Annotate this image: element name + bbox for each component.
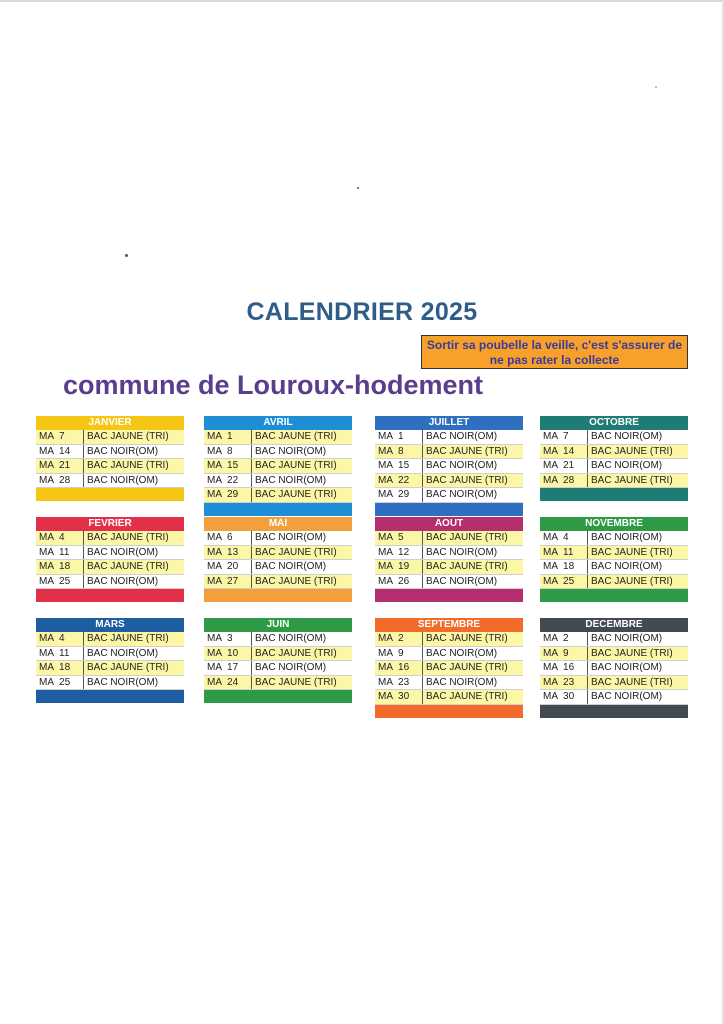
- collection-bin: BAC JAUNE (TRI): [255, 546, 337, 558]
- collection-date: MA 14: [540, 445, 588, 459]
- collection-row: [204, 575, 352, 590]
- collection-date: MA 25: [540, 575, 588, 589]
- collection-date: MA 27: [204, 575, 252, 589]
- collection-bin: BAC NOIR(OM): [87, 575, 159, 587]
- collection-row: [204, 488, 352, 503]
- month-block-septembre: [375, 618, 523, 718]
- collection-date: MA 4: [36, 531, 84, 545]
- collection-row: [375, 632, 523, 647]
- collection-row: [204, 430, 352, 445]
- scan-speck: [357, 187, 359, 189]
- notice-box: Sortir sa poubelle la veille, c'est s'assurer de ne pas rater la collecte: [421, 335, 688, 369]
- collection-row: [36, 430, 184, 445]
- collection-bin: BAC JAUNE (TRI): [591, 546, 673, 558]
- month-footer-bar: [540, 488, 688, 501]
- collection-row: [204, 474, 352, 489]
- collection-bin: BAC NOIR(OM): [87, 445, 159, 457]
- collection-row: [36, 632, 184, 647]
- commune-name: commune de Louroux-hodement: [63, 370, 484, 400]
- collection-row: [375, 445, 523, 460]
- collection-date: MA 7: [36, 430, 84, 444]
- collection-bin: BAC JAUNE (TRI): [591, 676, 673, 688]
- month-footer-bar: [36, 589, 184, 602]
- collection-date: MA 4: [540, 531, 588, 545]
- collection-date: MA 11: [36, 647, 84, 661]
- collection-date: MA 1: [204, 430, 252, 444]
- collection-row: [540, 575, 688, 590]
- collection-row: [540, 531, 688, 546]
- collection-date: MA 6: [204, 531, 252, 545]
- collection-bin: BAC NOIR(OM): [591, 460, 663, 471]
- month-block-mars: [36, 618, 184, 703]
- scan-speck: [655, 86, 657, 88]
- collection-bin: BAC NOIR(OM): [591, 633, 663, 644]
- collection-date: MA 5: [375, 531, 423, 545]
- collection-date: MA 23: [540, 676, 588, 690]
- collection-bin: BAC JAUNE (TRI): [255, 431, 337, 442]
- collection-row: [204, 459, 352, 474]
- collection-date: MA 17: [204, 661, 252, 675]
- month-header: AVRIL: [204, 416, 352, 430]
- collection-row: [375, 546, 523, 561]
- collection-row: [36, 676, 184, 691]
- collection-row: [375, 474, 523, 489]
- month-footer-bar: [540, 705, 688, 718]
- collection-date: MA 18: [36, 560, 84, 574]
- collection-date: MA 10: [204, 647, 252, 661]
- collection-row: [540, 661, 688, 676]
- collection-bin: BAC NOIR(OM): [255, 561, 327, 572]
- collection-bin: BAC JAUNE (TRI): [255, 489, 337, 500]
- month-block-mai: [204, 517, 352, 602]
- month-header: JUIN: [204, 618, 352, 632]
- collection-date: MA 8: [375, 445, 423, 459]
- month-block-juillet: [375, 416, 523, 516]
- collection-row: [204, 560, 352, 575]
- collection-date: MA 15: [375, 459, 423, 473]
- collection-date: MA 16: [375, 661, 423, 675]
- collection-date: MA 29: [375, 488, 423, 502]
- month-footer-bar: [375, 589, 523, 602]
- collection-row: [36, 445, 184, 460]
- month-block-avril: [204, 416, 352, 516]
- collection-bin: BAC NOIR(OM): [87, 474, 159, 486]
- month-header: NOVEMBRE: [540, 517, 688, 531]
- collection-row: [204, 647, 352, 662]
- month-header: JUILLET: [375, 416, 523, 430]
- month-header: MAI: [204, 517, 352, 531]
- collection-row: [36, 459, 184, 474]
- collection-date: MA 25: [36, 676, 84, 690]
- month-block-decembre: [540, 618, 688, 718]
- month-header: OCTOBRE: [540, 416, 688, 430]
- collection-row: [540, 546, 688, 561]
- collection-row: [540, 647, 688, 662]
- collection-bin: BAC NOIR(OM): [426, 546, 498, 558]
- collection-bin: BAC JAUNE (TRI): [426, 474, 508, 486]
- collection-date: MA 29: [204, 488, 252, 502]
- collection-bin: BAC NOIR(OM): [255, 633, 327, 644]
- collection-bin: BAC JAUNE (TRI): [426, 561, 508, 572]
- collection-date: MA 25: [36, 575, 84, 589]
- collection-date: MA 19: [375, 560, 423, 574]
- collection-bin: BAC NOIR(OM): [591, 662, 663, 673]
- month-block-octobre: [540, 416, 688, 501]
- collection-row: [540, 560, 688, 575]
- collection-date: MA 18: [540, 560, 588, 574]
- collection-date: MA 11: [36, 546, 84, 560]
- collection-row: [204, 676, 352, 691]
- collection-row: [540, 632, 688, 647]
- collection-bin: BAC JAUNE (TRI): [426, 445, 508, 457]
- collection-date: MA 21: [36, 459, 84, 473]
- month-footer-bar: [204, 589, 352, 602]
- collection-bin: BAC JAUNE (TRI): [255, 460, 337, 471]
- collection-bin: BAC JAUNE (TRI): [591, 647, 673, 659]
- collection-row: [36, 661, 184, 676]
- collection-date: MA 1: [375, 430, 423, 444]
- collection-bin: BAC NOIR(OM): [426, 460, 498, 471]
- month-footer-bar: [540, 589, 688, 602]
- collection-date: MA 12: [375, 546, 423, 560]
- collection-date: MA 14: [36, 445, 84, 459]
- collection-date: MA 11: [540, 546, 588, 560]
- collection-bin: BAC JAUNE (TRI): [87, 662, 169, 673]
- collection-row: [204, 661, 352, 676]
- month-block-aout: [375, 517, 523, 602]
- collection-date: MA 13: [204, 546, 252, 560]
- collection-row: [204, 445, 352, 460]
- collection-row: [375, 690, 523, 705]
- collection-date: MA 24: [204, 676, 252, 690]
- collection-row: [375, 676, 523, 691]
- collection-row: [540, 445, 688, 460]
- collection-bin: BAC JAUNE (TRI): [255, 647, 337, 659]
- month-footer-bar: [204, 690, 352, 703]
- collection-bin: BAC NOIR(OM): [591, 691, 663, 702]
- collection-bin: BAC NOIR(OM): [255, 532, 327, 543]
- collection-bin: BAC JAUNE (TRI): [87, 460, 169, 471]
- collection-row: [540, 459, 688, 474]
- month-header: MARS: [36, 618, 184, 632]
- collection-row: [375, 575, 523, 590]
- collection-row: [36, 546, 184, 561]
- collection-bin: BAC JAUNE (TRI): [87, 532, 169, 543]
- month-header: DECEMBRE: [540, 618, 688, 632]
- collection-date: MA 15: [204, 459, 252, 473]
- collection-bin: BAC JAUNE (TRI): [591, 575, 673, 587]
- collection-row: [36, 647, 184, 662]
- collection-row: [36, 531, 184, 546]
- collection-row: [375, 531, 523, 546]
- collection-date: MA 3: [204, 632, 252, 646]
- collection-date: MA 9: [540, 647, 588, 661]
- page-title: CALENDRIER 2025: [246, 298, 478, 326]
- collection-bin: BAC NOIR(OM): [87, 676, 159, 688]
- collection-date: MA 21: [540, 459, 588, 473]
- collection-row: [540, 676, 688, 691]
- collection-row: [204, 531, 352, 546]
- collection-bin: BAC JAUNE (TRI): [87, 633, 169, 644]
- month-footer-bar: [375, 705, 523, 718]
- month-footer-bar: [204, 503, 352, 516]
- collection-date: MA 30: [375, 690, 423, 704]
- month-header: AOUT: [375, 517, 523, 531]
- collection-bin: BAC NOIR(OM): [426, 575, 498, 587]
- collection-bin: BAC JAUNE (TRI): [426, 691, 508, 702]
- collection-bin: BAC NOIR(OM): [591, 561, 663, 572]
- collection-bin: BAC NOIR(OM): [255, 474, 327, 486]
- collection-row: [375, 488, 523, 503]
- collection-date: MA 28: [540, 474, 588, 488]
- collection-date: MA 9: [375, 647, 423, 661]
- scan-top-edge: [0, 0, 724, 2]
- collection-row: [204, 546, 352, 561]
- collection-bin: BAC NOIR(OM): [426, 489, 498, 500]
- collection-bin: BAC NOIR(OM): [591, 532, 663, 543]
- collection-date: MA 20: [204, 560, 252, 574]
- collection-bin: BAC JAUNE (TRI): [591, 445, 673, 457]
- collection-row: [36, 560, 184, 575]
- collection-date: MA 2: [540, 632, 588, 646]
- collection-row: [36, 575, 184, 590]
- collection-date: MA 26: [375, 575, 423, 589]
- collection-bin: BAC NOIR(OM): [255, 662, 327, 673]
- collection-date: MA 7: [540, 430, 588, 444]
- collection-bin: BAC NOIR(OM): [426, 431, 498, 442]
- month-footer-bar: [36, 488, 184, 501]
- month-block-fevrier: [36, 517, 184, 602]
- collection-row: [375, 647, 523, 662]
- collection-bin: BAC JAUNE (TRI): [87, 561, 169, 572]
- collection-date: MA 4: [36, 632, 84, 646]
- collection-bin: BAC JAUNE (TRI): [255, 575, 337, 587]
- month-block-janvier: [36, 416, 184, 501]
- collection-row: [540, 474, 688, 489]
- collection-bin: BAC JAUNE (TRI): [591, 474, 673, 486]
- month-block-novembre: [540, 517, 688, 602]
- collection-bin: BAC NOIR(OM): [591, 431, 663, 442]
- collection-date: MA 16: [540, 661, 588, 675]
- collection-bin: BAC NOIR(OM): [426, 647, 498, 659]
- collection-bin: BAC JAUNE (TRI): [87, 431, 169, 442]
- collection-bin: BAC NOIR(OM): [255, 445, 327, 457]
- collection-bin: BAC JAUNE (TRI): [255, 676, 337, 688]
- collection-row: [36, 474, 184, 489]
- collection-row: [375, 430, 523, 445]
- collection-date: MA 30: [540, 690, 588, 704]
- collection-date: MA 22: [375, 474, 423, 488]
- collection-bin: BAC NOIR(OM): [87, 546, 159, 558]
- month-header: FEVRIER: [36, 517, 184, 531]
- collection-date: MA 28: [36, 474, 84, 488]
- month-header: JANVIER: [36, 416, 184, 430]
- collection-row: [375, 459, 523, 474]
- collection-bin: BAC JAUNE (TRI): [426, 633, 508, 644]
- month-header: SEPTEMBRE: [375, 618, 523, 632]
- month-block-juin: [204, 618, 352, 703]
- collection-date: MA 23: [375, 676, 423, 690]
- month-footer-bar: [36, 690, 184, 703]
- collection-row: [375, 560, 523, 575]
- collection-row: [375, 661, 523, 676]
- month-footer-bar: [375, 503, 523, 516]
- collection-date: MA 22: [204, 474, 252, 488]
- collection-date: MA 8: [204, 445, 252, 459]
- collection-row: [204, 632, 352, 647]
- collection-bin: BAC JAUNE (TRI): [426, 532, 508, 543]
- scan-speck: [125, 254, 128, 257]
- collection-bin: BAC NOIR(OM): [87, 647, 159, 659]
- collection-date: MA 2: [375, 632, 423, 646]
- collection-row: [540, 690, 688, 705]
- collection-row: [540, 430, 688, 445]
- collection-bin: BAC JAUNE (TRI): [426, 662, 508, 673]
- collection-bin: BAC NOIR(OM): [426, 676, 498, 688]
- collection-date: MA 18: [36, 661, 84, 675]
